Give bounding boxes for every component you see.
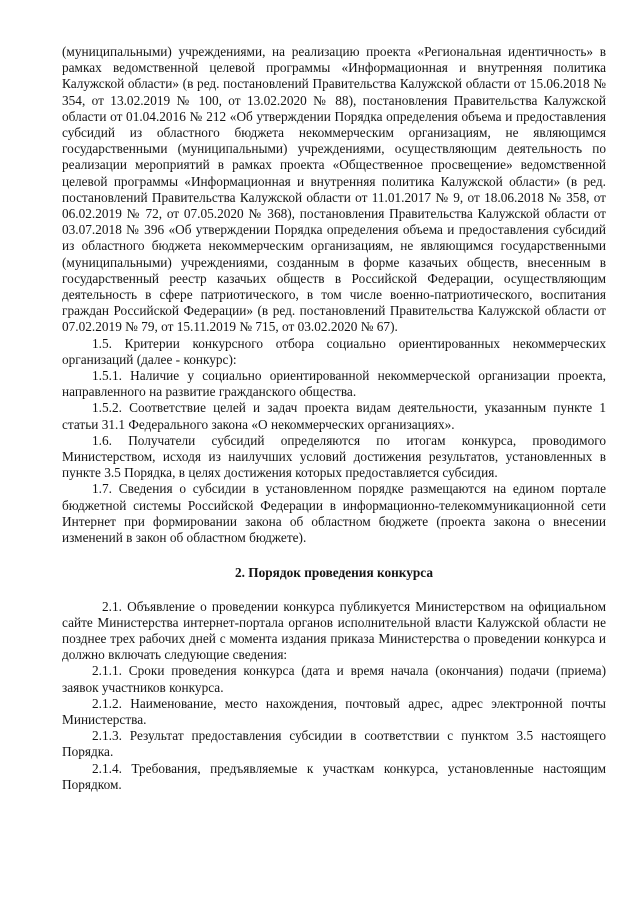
paragraph-1-7: 1.7. Сведения о субсидии в установленном порядке размещаются на едином портале бюджетной системы Российской Федерации в информационно-телекоммуникационной сети Интернет при формировании закона об областном бюджете (проекта закона о внесении изменений в закон об областном бюджете). (62, 481, 606, 546)
paragraph-legal-references: (муниципальными) учреждениями, на реализацию проекта «Региональная идентичность» в рамках ведомственной целевой программы «Информационная и внутренняя политика Калужской области» (в ред. постановлений Правительства Калужской области от 15.06.2018 № 354, от 13.02.2019 № 100, от 13.02.2020 № 88), постановления Правительства Калужской области от 01.04.2016 № 212 «Об утверждении Порядка определения объема и предоставления субсидий из областного бюджета некоммерческим организациям, не являющимся государственными (муниципальными) учреждениями, осуществляющим деятельность по реализации мероприятий в рамках проекта «Общественное просвещение» ведомственной целевой программы «Информационная и внутренняя политика Калужской области» (в ред. постановлений Правительства Калужской области от 11.01.2017 № 9, от 18.06.2018 № 358, от 06.02.2019 № 72, от 07.05.2020 № 368), постановления Правительства Калужской области от 03.07.2018 № 396 «Об утверждении Порядка определения объема и предоставления субсидий из областного бюджета некоммерческим организациям, не являющимся государственными (муниципальными) учреждениями, созданным в форме казачьих обществ, внесенным в государственный реестр казачьих обществ в Российской Федерации, осуществляющим деятельность в сфере патриотического, в том числе военно-патриотического, воспитания граждан Российской Федерации» (в ред. постановлений Правительства Калужской области от 07.02.2019 № 79, от 15.11.2019 № 715, от 03.02.2020 № 67). (62, 44, 606, 335)
paragraph-1-5-2: 1.5.2. Соответствие целей и задач проекта видам деятельности, указанным пункте 1 статьи 31.1 Федерального закона «О некоммерческих организациях». (62, 400, 606, 432)
section-heading: 2. Порядок проведения конкурса (234, 565, 433, 581)
spacer (62, 582, 606, 599)
paragraph-2-1: 2.1. Объявление о проведении конкурса публикуется Министерством на официальном сайте Министерства интернет-портала органов исполнительной власти Калужской области не позднее трех рабочих дней с момента издания приказа Министерства о проведении конкурса и должно включать следующие сведения: (62, 598, 606, 663)
spacer (62, 546, 606, 565)
paragraph-2-1-2: 2.1.2. Наименование, место нахождения, почтовый адрес, адрес электронной почты Министерства. (62, 695, 606, 727)
paragraph-1-5-1: 1.5.1. Наличие у социально ориентированной некоммерческой организации проекта, направленного на развитие гражданского общества. (62, 368, 606, 400)
paragraph-1-6: 1.6. Получатели субсидий определяются по итогам конкурса, проводимого Министерством, исходя из наилучших условий достижения результатов, установленных в пункте 3.5 Порядка, в целях достижения которых предоставляется субсидия. (62, 432, 606, 481)
paragraph-2-1-3: 2.1.3. Результат предоставления субсидии в соответствии с пунктом 3.5 настоящего Порядка. (62, 728, 606, 760)
paragraph-2-1-4: 2.1.4. Требования, предъявляемые к участкам конкурса, установленные настоящим Порядком. (62, 760, 606, 792)
paragraph-2-1-1: 2.1.1. Сроки проведения конкурса (дата и время начала (окончания) подачи (приема) заявок участников конкурса. (62, 663, 606, 695)
paragraph-1-5: 1.5. Критерии конкурсного отбора социально ориентированных некоммерческих организаций (далее - конкурс): (62, 335, 606, 367)
